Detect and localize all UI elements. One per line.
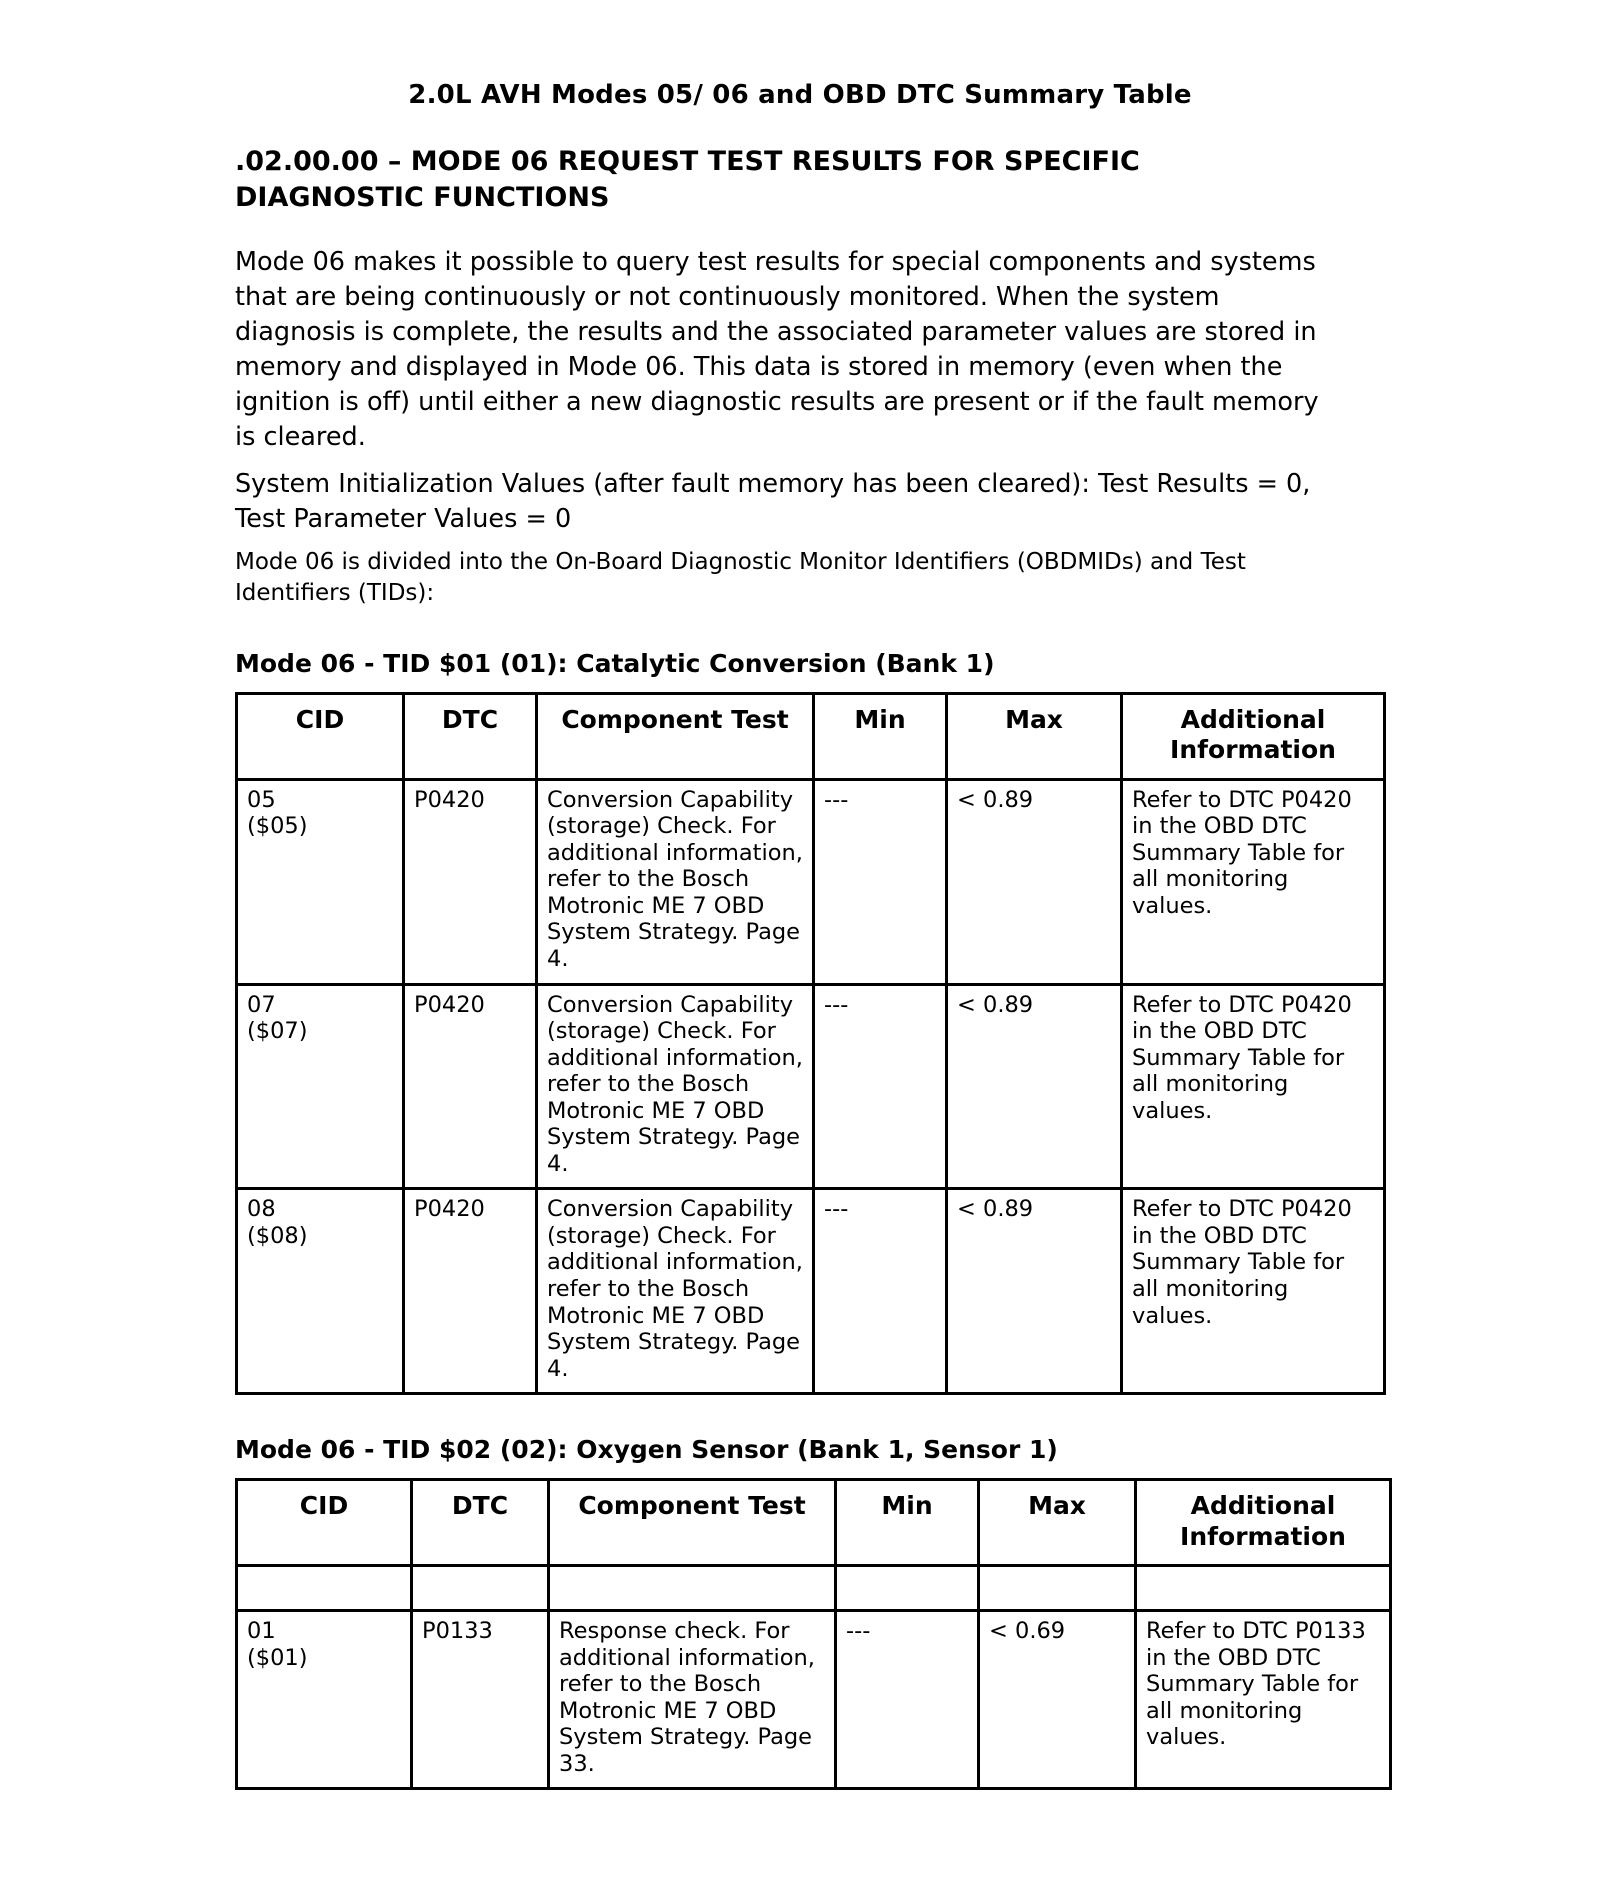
page-title: 2.0L AVH Modes 05/ 06 and OBD DTC Summary Table <box>408 80 1192 110</box>
cell-component-test: Conversion Capability (storage) Check. For additional information, refer to the Bosch Motronic ME 7 OBD System Strategy. Page 4. <box>537 779 814 984</box>
table-spacer-row <box>237 1566 1391 1611</box>
cell-max: < 0.89 <box>947 1189 1122 1394</box>
table-header-row <box>237 1480 1391 1566</box>
header-cid: CID <box>237 1480 412 1566</box>
intro-body <box>120 245 1480 608</box>
paragraph-division: Mode 06 is divided into the On-Board Diagnostic Monitor Identifiers (OBDMIDs) and Test Identifiers (TIDs): <box>235 548 1246 606</box>
cell-additional-information: Refer to DTC P0133 in the OBD DTC Summary Table for all monitoring values. <box>1136 1611 1391 1789</box>
cell-dtc: P0420 <box>404 1189 537 1394</box>
table-caption-tid01: Mode 06 - TID $01 (01): Catalytic Conversion (Bank 1) <box>235 648 995 678</box>
cell-component-test: Response check. For additional information, refer to the Bosch Motronic ME 7 OBD System Strategy. Page 33. <box>549 1611 836 1789</box>
cell-cid-hex: ($07) <box>247 1018 308 1045</box>
paragraph-overview: Mode 06 makes it possible to query test results for special components and systems that are being continuously or not continuously monitored. When the system diagnosis is complete, the results and the associated parameter values are stored in memory and displayed in Mode 06. This data is stored in memory (even when the ignition is off) until either a new diagnostic results are present or if the fault memory is cleared. <box>235 247 1319 452</box>
paragraph-initialization: System Initialization Values (after fault memory has been cleared): Test Results = 0, Test Parameter Values = 0 <box>235 468 1311 534</box>
header-dtc: DTC <box>412 1480 549 1566</box>
header-additional-information: Additional Information <box>1122 693 1385 779</box>
header-min: Min <box>814 693 947 779</box>
header-min: Min <box>836 1480 979 1566</box>
table-row <box>237 1611 1391 1789</box>
cell-cid <box>237 1189 404 1394</box>
cell-dtc: P0420 <box>404 984 537 1189</box>
table-row <box>237 984 1385 1189</box>
cell-max: < 0.89 <box>947 984 1122 1189</box>
header-dtc: DTC <box>404 693 537 779</box>
table-tid02 <box>235 1478 1392 1790</box>
cell-component-test: Conversion Capability (storage) Check. For additional information, refer to the Bosch Motronic ME 7 OBD System Strategy. Page 4. <box>537 1189 814 1394</box>
header-additional-information: Additional Information <box>1136 1480 1391 1566</box>
table-caption-tid02: Mode 06 - TID $02 (02): Oxygen Sensor (Bank 1, Sensor 1) <box>235 1435 1058 1465</box>
cell-max: < 0.89 <box>947 779 1122 984</box>
cell-additional-information: Refer to DTC P0420 in the OBD DTC Summary Table for all monitoring values. <box>1122 1189 1385 1394</box>
cell-cid <box>237 779 404 984</box>
table-header-row <box>237 693 1385 779</box>
cell-min: --- <box>814 984 947 1189</box>
cell-min: --- <box>814 1189 947 1394</box>
table-tid01 <box>235 692 1386 1395</box>
cell-cid-decimal: 07 <box>247 991 276 1018</box>
cell-max: < 0.69 <box>979 1611 1136 1789</box>
table-row <box>237 779 1385 984</box>
cell-cid <box>237 1611 412 1789</box>
cell-cid <box>237 984 404 1189</box>
cell-dtc: P0133 <box>412 1611 549 1789</box>
cell-additional-information: Refer to DTC P0420 in the OBD DTC Summary Table for all monitoring values. <box>1122 984 1385 1189</box>
header-component-test: Component Test <box>549 1480 836 1566</box>
cell-cid-hex: ($08) <box>247 1222 308 1249</box>
header-max: Max <box>979 1480 1136 1566</box>
cell-cid-decimal: 08 <box>247 1196 276 1223</box>
cell-cid-decimal: 01 <box>247 1618 276 1645</box>
cell-dtc: P0420 <box>404 779 537 984</box>
header-max: Max <box>947 693 1122 779</box>
cell-component-test: Conversion Capability (storage) Check. For additional information, refer to the Bosch Motronic ME 7 OBD System Strategy. Page 4. <box>537 984 814 1189</box>
cell-cid-hex: ($01) <box>247 1644 308 1671</box>
header-cid: CID <box>237 693 404 779</box>
cell-min: --- <box>836 1611 979 1789</box>
section-heading: .02.00.00 – MODE 06 REQUEST TEST RESULTS FOR SPECIFIC DIAGNOSTIC FUNCTIONS <box>235 146 1140 213</box>
cell-min: --- <box>814 779 947 984</box>
table-row <box>237 1189 1385 1394</box>
cell-cid-hex: ($05) <box>247 813 308 840</box>
header-component-test: Component Test <box>537 693 814 779</box>
cell-additional-information: Refer to DTC P0420 in the OBD DTC Summary Table for all monitoring values. <box>1122 779 1385 984</box>
cell-cid-decimal: 05 <box>247 786 276 813</box>
